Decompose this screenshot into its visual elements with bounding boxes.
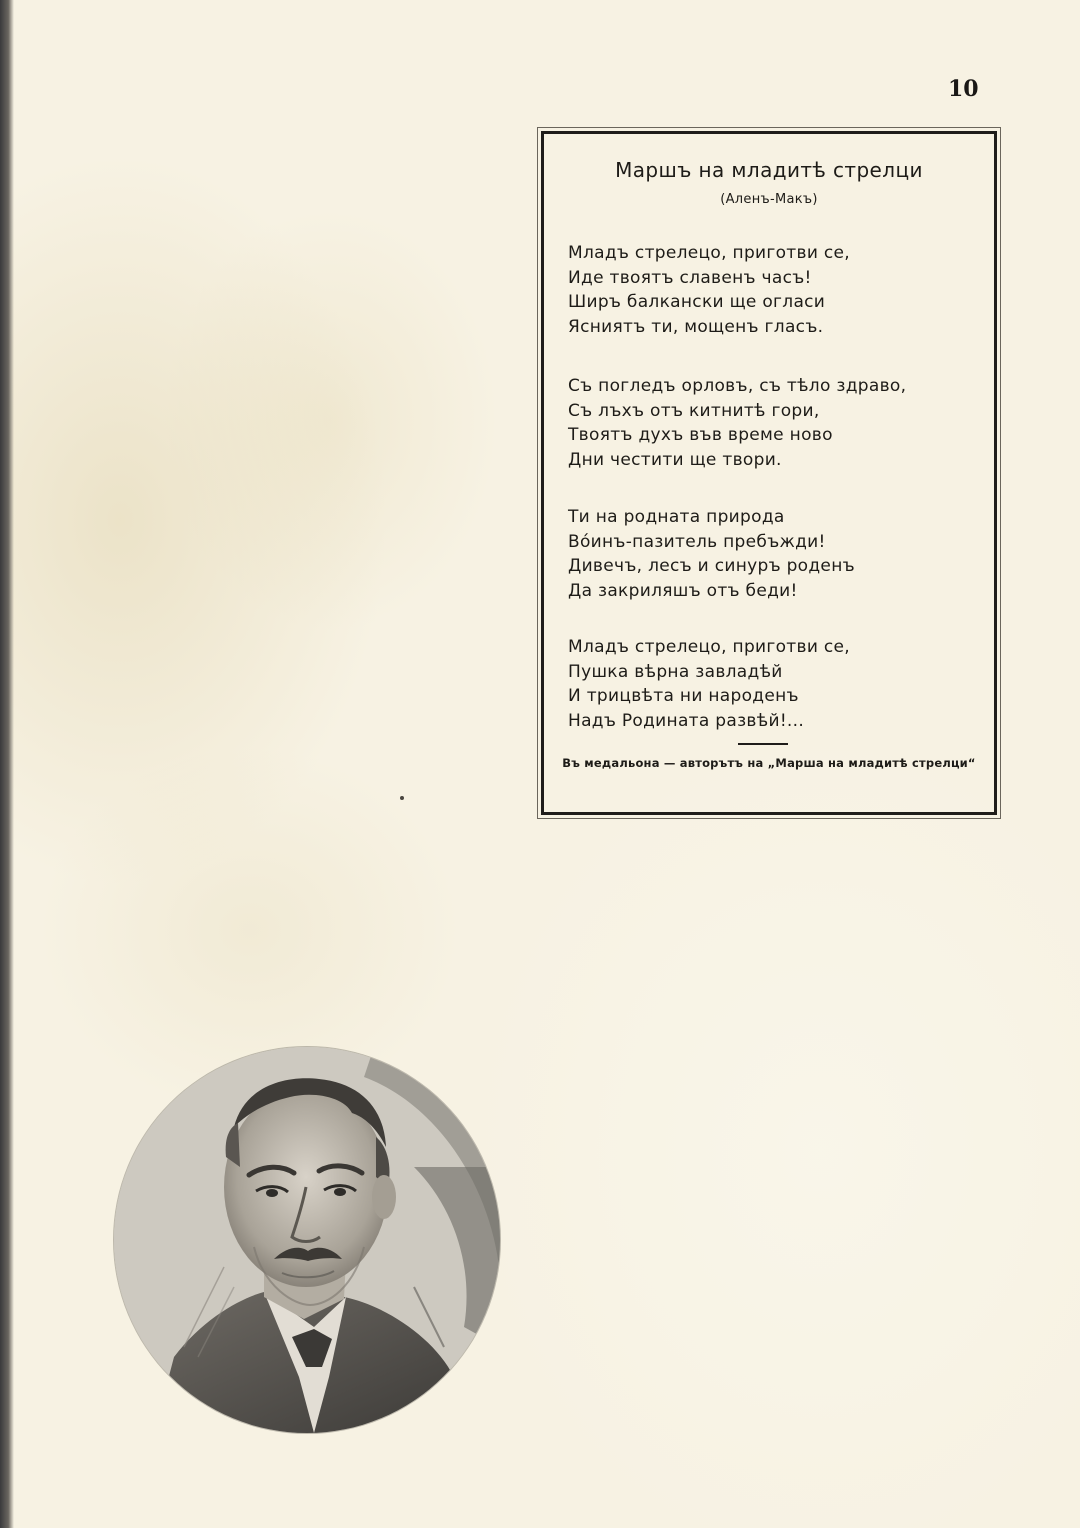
paper-speck — [400, 796, 404, 800]
poem-line: Ширъ балкански ще огласи — [568, 292, 826, 312]
caption-divider — [738, 743, 788, 745]
poem-line: Ти на родната природа — [568, 507, 785, 527]
poem-line: Вóинъ-пазитель пребъжди! — [568, 531, 826, 552]
poem-author: (Аленъ-Макъ) — [720, 192, 818, 207]
poem-line: Младъ стрелецо, приготви се, — [568, 243, 850, 263]
poem-stanza-2 — [568, 374, 978, 472]
poem-line: Надъ Родината развѣй!... — [568, 710, 805, 731]
poem-stanza-4 — [568, 635, 978, 733]
author-medallion — [114, 1047, 500, 1433]
poem-line: Твоятъ духъ във време ново — [568, 425, 833, 445]
poem-title: Маршъ на младитѣ стрелци — [615, 158, 923, 182]
poem-line: Съ погледъ орловъ, съ тѣло здраво, — [568, 376, 907, 396]
poem-line: Пушка вѣрна завладѣй — [568, 661, 783, 682]
poem-line: Съ лъхъ отъ китнитѣ гори, — [568, 400, 820, 421]
medallion-caption: Въ медальона — авторътъ на „Марша на младитѣ стрелци“ — [562, 756, 976, 770]
poem-line: И трицвѣта ни народенъ — [568, 686, 799, 706]
poem-line: Да закриляшъ отъ беди! — [568, 580, 798, 601]
page-edge-shadow — [0, 0, 14, 1528]
poem-frame — [541, 131, 997, 815]
portrait-sketch-icon — [114, 1047, 500, 1433]
poem-stanza-1 — [568, 241, 978, 339]
poem-stanza-3 — [568, 505, 978, 603]
poem-line: Дивечъ, лесъ и синуръ роденъ — [568, 556, 855, 576]
poem-line: Дни честити ще твори. — [568, 449, 782, 470]
poem-line: Ясниятъ ти, мощенъ гласъ. — [568, 316, 824, 337]
poem-line: Иде твоятъ славенъ часъ! — [568, 267, 812, 288]
page-number: 10 — [948, 76, 979, 102]
poem-line: Младъ стрелецо, приготви се, — [568, 637, 850, 657]
